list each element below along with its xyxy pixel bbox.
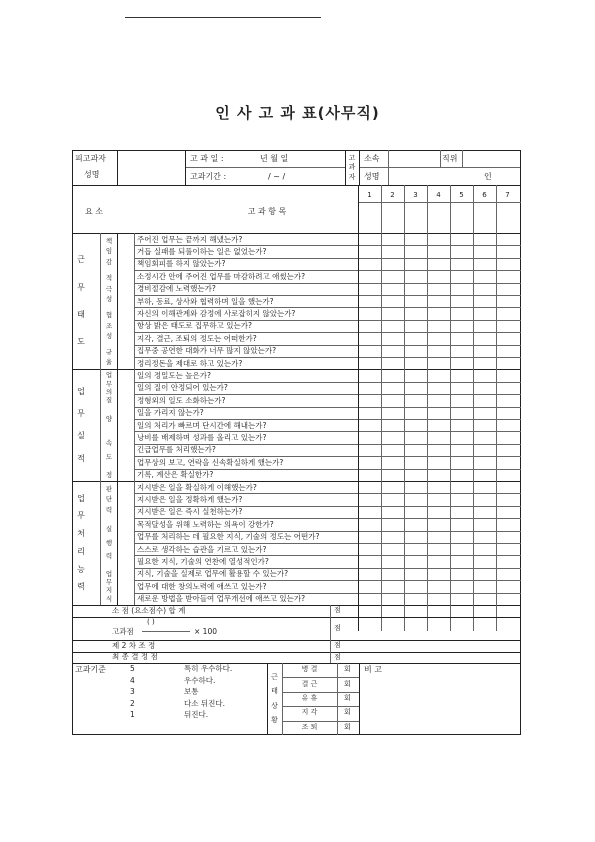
form-right-border bbox=[520, 150, 521, 735]
summary-second-label: 제 2 차 조 정 bbox=[112, 641, 156, 650]
summary-unit-divider bbox=[330, 605, 331, 663]
remarks-left bbox=[359, 663, 360, 735]
item-1-2-2: 업무상의 보고, 연락을 신속확실하게 했는가? bbox=[137, 457, 284, 467]
sub-0-3: 규 율 bbox=[105, 347, 113, 366]
attendance-row-rule bbox=[282, 706, 359, 707]
header-mid-rule-right bbox=[359, 167, 521, 168]
sub-1-3: 정 bbox=[105, 470, 113, 479]
header-top-border bbox=[72, 150, 521, 151]
criteria-text-4: 우수하다. bbox=[184, 675, 216, 685]
score-col-line-4 bbox=[450, 185, 451, 631]
group-bottom-rule bbox=[72, 481, 521, 482]
attendance-item-0: 병 결 bbox=[301, 665, 318, 674]
attendance-row-rule bbox=[282, 721, 359, 722]
group-1: 업 무 실 적 bbox=[77, 386, 85, 463]
score-col-line-1 bbox=[381, 185, 382, 631]
item-0-3-1: 정리정돈을 제대로 하고 있는가? bbox=[137, 358, 243, 368]
summary-subtotal-rule bbox=[72, 617, 521, 618]
score-col-4: 4 bbox=[436, 191, 441, 199]
summary-formula-unit: 점 bbox=[334, 623, 341, 632]
element-header: 요 소 bbox=[85, 207, 103, 216]
position-label: 직위 bbox=[442, 154, 458, 163]
sub-0-1: 적 극 성 bbox=[105, 274, 113, 303]
item-0-0-1: 거듭 실패를 되풀이하는 일은 없었는가? bbox=[137, 246, 267, 256]
attendance-item-2: 유 휴 bbox=[301, 694, 318, 702]
evaluator-label: 고 과 자 bbox=[348, 153, 356, 181]
score-col-left bbox=[358, 185, 359, 631]
item-row-rule bbox=[134, 419, 521, 420]
page-title: 인 사 고 과 표(사무직) bbox=[215, 104, 380, 122]
summary-final-label: 최 종 결 정 점 bbox=[112, 652, 158, 661]
item-0-1-1: 경비절감에 노력했는가? bbox=[137, 284, 216, 294]
item-0-1-0: 소정시간 안에 주어진 업무를 마감하려고 애썼는가? bbox=[137, 271, 306, 281]
column-header-bottom bbox=[72, 233, 521, 234]
header-label-divider bbox=[388, 150, 389, 185]
sub-1-1: 양 bbox=[105, 414, 113, 423]
item-0-0-0: 주어진 업무는 끝까지 해냈는가? bbox=[137, 234, 243, 244]
criteria-score-3: 3 bbox=[130, 687, 135, 696]
header-mid-rule bbox=[185, 167, 345, 168]
criteria-text-1: 뒤진다. bbox=[184, 710, 209, 719]
header-col-divider bbox=[117, 150, 118, 185]
score-col-line-6 bbox=[496, 185, 497, 631]
remarks-label: 비 고 bbox=[364, 665, 382, 674]
item-2-1-3: 필요한 지식, 기술의 연찬에 열성적인가? bbox=[137, 556, 269, 566]
summary-subtotal-unit: 점 bbox=[334, 606, 341, 614]
item-0-2-0: 자신의 이해관계와 감정에 사로잡히지 않았는가? bbox=[137, 308, 296, 318]
item-1-0-2: 정형외의 일도 소화하는가? bbox=[137, 395, 226, 405]
sub-2-0: 판 단 력 bbox=[105, 484, 113, 514]
item-row-rule bbox=[134, 295, 521, 296]
person-label: 피고과자 bbox=[75, 154, 106, 163]
item-2-2-1: 업무에 대한 창의노력에 애쓰고 있는가? bbox=[137, 581, 267, 591]
item-2-2-0: 지식, 기술을 실제로 업무에 활용할 수 있는가? bbox=[137, 569, 289, 579]
score-col-2: 2 bbox=[390, 191, 395, 199]
attendance-item-1: 결 근 bbox=[301, 679, 318, 688]
item-1-0-1: 일의 질이 안정되어 있는가? bbox=[137, 383, 228, 393]
header-position-divider bbox=[440, 150, 441, 167]
score-col-line-3 bbox=[427, 185, 428, 631]
item-2-1-2: 스스로 생각하는 습관을 기르고 있는가? bbox=[137, 544, 267, 554]
attendance-unit-4: 회 bbox=[344, 722, 351, 731]
item-1-1-1: 일의 처리가 빠르며 단시간에 해내는가? bbox=[137, 420, 267, 430]
item-1-1-0: 일을 가리지 않는가? bbox=[137, 408, 204, 418]
item-0-0-2: 책임회피를 하지 않았는가? bbox=[137, 259, 226, 269]
item-0-1-2: 부하, 동료, 상사와 협력하며 일을 했는가? bbox=[137, 296, 274, 306]
item-0-2-1: 항상 밝은 태도로 집무하고 있는가? bbox=[137, 321, 252, 331]
item-2-1-0: 목적달성을 위해 노력하는 의욕이 강한가? bbox=[137, 519, 274, 529]
header-evaluator-right bbox=[359, 150, 360, 185]
criteria-text-2: 다소 뒤진다. bbox=[184, 698, 225, 708]
criteria-text-5: 특히 우수하다. bbox=[184, 664, 233, 673]
sub-2-2: 업 무 지 식 bbox=[105, 569, 113, 603]
sub-0-2: 협 조 성 bbox=[105, 311, 113, 341]
criteria-score-2: 2 bbox=[130, 698, 135, 708]
criteria-score-1: 1 bbox=[130, 710, 135, 719]
attendance-row-rule bbox=[282, 677, 359, 678]
attendance-item-4: 조 퇴 bbox=[301, 722, 318, 731]
summary-formula-mult: × 100 bbox=[194, 627, 217, 636]
item-1-0-0: 일의 정밀도는 높은가? bbox=[137, 370, 211, 380]
score-col-line-2 bbox=[404, 185, 405, 631]
attendance-row-rule bbox=[282, 692, 359, 693]
formula-fraction-bar bbox=[142, 631, 190, 632]
eval-date-label: 고 과 일 : bbox=[190, 154, 224, 163]
score-col-7: 7 bbox=[505, 191, 510, 199]
eval-period-value: / ~ / bbox=[268, 172, 286, 181]
sub-1-2: 속 도 bbox=[105, 438, 113, 461]
items-header: 고 과 항 목 bbox=[247, 207, 287, 216]
group-2: 업 무 처 리 능 력 bbox=[77, 493, 85, 592]
form-left-border bbox=[72, 150, 73, 735]
criteria-text-3: 보통 bbox=[184, 687, 199, 696]
criteria-score-4: 4 bbox=[130, 675, 135, 685]
attendance-unit-3: 회 bbox=[344, 708, 351, 717]
sub-1-0: 업 무 의 질 bbox=[105, 371, 113, 405]
attendance-unit-2: 회 bbox=[344, 694, 351, 702]
item-row-rule bbox=[134, 543, 521, 544]
item-1-2-1: 긴급업무를 처리했는가? bbox=[137, 445, 216, 455]
summary-final-rule bbox=[72, 663, 521, 664]
summary-formula-label: 고과점 bbox=[112, 627, 134, 636]
sub-0-0: 책 임 감 bbox=[105, 236, 113, 266]
header-col-divider-2 bbox=[185, 150, 186, 185]
header-position-divider-2 bbox=[462, 150, 463, 167]
seal-label: 인 bbox=[484, 172, 492, 181]
item-2-0-2: 지시받은 일은 즉시 실천하는가? bbox=[137, 507, 243, 517]
dept-label: 소속 bbox=[364, 154, 380, 163]
attendance-unit-0: 회 bbox=[344, 665, 351, 674]
sub-col-left bbox=[100, 233, 101, 605]
top-rule bbox=[125, 17, 321, 18]
item-2-1-1: 업무를 처리하는 데 필요한 지식, 기술의 정도는 어떤가? bbox=[137, 532, 320, 542]
item-2-0-1: 지시받은 일을 정확하게 했는가? bbox=[137, 494, 243, 504]
score-col-1: 1 bbox=[367, 191, 372, 199]
element-col-right bbox=[117, 233, 118, 605]
eval-date-value: 년 월 일 bbox=[260, 154, 289, 163]
evaluator-name-label: 성명 bbox=[364, 172, 380, 181]
score-col-line-5 bbox=[473, 185, 474, 631]
sub-col-right bbox=[134, 233, 135, 605]
criteria-label: 고과기준 bbox=[75, 665, 106, 674]
summary-formula-paren: ( ) bbox=[147, 618, 155, 626]
score-col-3: 3 bbox=[413, 191, 418, 199]
item-1-3-0: 기록, 계산은 확실한가? bbox=[137, 470, 214, 480]
attendance-unit-1: 회 bbox=[344, 679, 351, 688]
group-0: 근 무 태 도 bbox=[77, 255, 85, 347]
summary-subtotal-label: 소 점 (요소점수) 합 계 bbox=[112, 606, 186, 615]
item-2-2-2: 새로운 방법을 받아들여 업무개선에 애쓰고 있는가? bbox=[137, 594, 306, 604]
attendance-label: 근 태 상 황 bbox=[271, 673, 278, 724]
attendance-item-3: 지 각 bbox=[301, 708, 318, 717]
attendance-unit-left bbox=[337, 663, 338, 735]
eval-period-label: 고과기간 : bbox=[190, 172, 227, 181]
summary-second-unit: 점 bbox=[334, 641, 341, 649]
score-col-5: 5 bbox=[459, 191, 464, 199]
item-0-3-0: 집무중 공연한 대화가 너무 많지 않았는가? bbox=[137, 346, 277, 356]
evaluation-form bbox=[72, 150, 521, 735]
person-name-label: 성명 bbox=[84, 170, 100, 179]
form-bottom-border bbox=[72, 734, 521, 735]
sub-2-1: 실 행 력 bbox=[105, 525, 113, 561]
score-col-6: 6 bbox=[482, 191, 487, 199]
item-0-2-2: 지각, 결근, 조퇴의 정도는 어떠한가? bbox=[137, 333, 257, 343]
criteria-score-5: 5 bbox=[130, 664, 135, 673]
header-bottom-border bbox=[72, 185, 521, 186]
summary-final-unit: 점 bbox=[334, 652, 341, 661]
item-2-0-0: 지시받은 일을 확실하게 이해했는가? bbox=[137, 482, 257, 492]
item-row-rule bbox=[134, 357, 521, 358]
item-1-2-0: 낭비를 배제하며 성과를 올리고 있는가? bbox=[137, 432, 267, 442]
